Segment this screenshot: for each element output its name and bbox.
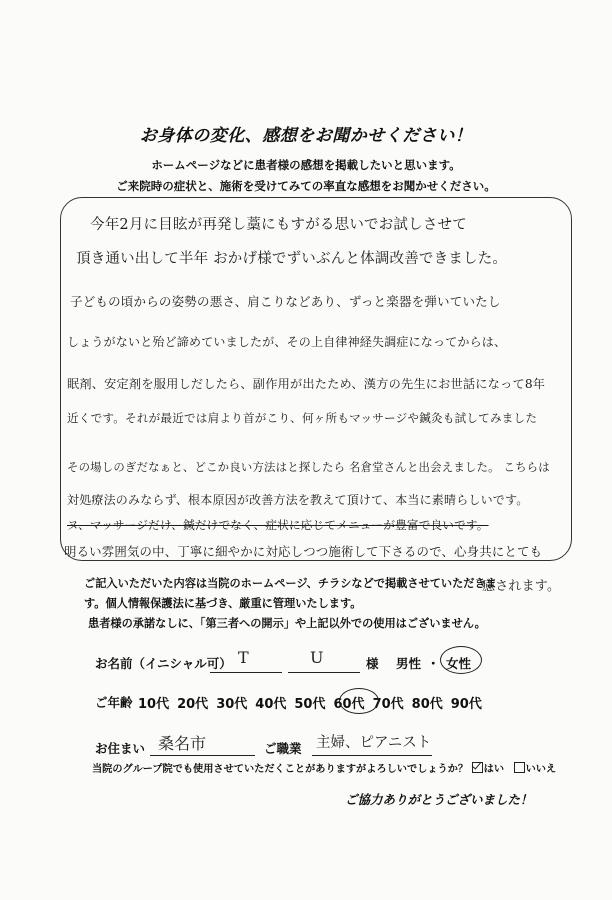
initial-2[interactable]: U [310, 648, 324, 667]
testimonial-line-5: 眠剤、安定剤を服用しだしたら、副作用が出たため、漢方の先生にお世話になって8年 [67, 377, 546, 391]
occupation-underline [312, 755, 432, 756]
notice-line-1: ご記入いただいた内容は当院のホームページ、チラシなどで掲載させていただきま [84, 577, 497, 590]
testimonial-line-2: 頂き通い出して半年 おかげ様でずいぶんと体調改善できました。 [76, 251, 508, 267]
address-value[interactable]: 桑名市 [158, 734, 207, 753]
age-option-20[interactable]: 20代 [177, 697, 209, 712]
age-label: ご年齢 [95, 695, 133, 710]
gender-male[interactable]: 男性 [396, 656, 422, 671]
consent-no: いいえ [525, 764, 557, 775]
initial-1[interactable]: T [238, 648, 249, 667]
yes-checkbox[interactable] [472, 762, 483, 773]
age-option-90[interactable]: 90代 [450, 697, 482, 712]
initial1-underline [210, 672, 282, 673]
struck-text: ヌ、マッサージだけ、鍼だけでなく、症状に応じてメニューが豊富で良いです。 [67, 518, 489, 532]
age-options [138, 693, 490, 712]
intro-line-2: ご来院時の症状と、施術を受けてみての率直な感想をお聞かせください。 [116, 179, 496, 193]
female-selection-circle [440, 646, 482, 674]
age-option-70[interactable]: 70代 [372, 697, 404, 712]
age-option-60[interactable]: 60代 [333, 697, 365, 712]
address-label: お住まい [95, 741, 146, 756]
consent-yes: はい [483, 764, 505, 775]
gender-female[interactable]: 女性 [446, 656, 472, 671]
age-option-30[interactable]: 30代 [216, 697, 248, 712]
form-title: お身体の変化、感想をお聞かせください！ [139, 126, 473, 146]
age-option-10[interactable]: 10代 [138, 697, 170, 712]
closing-thanks: ご協力ありがとうございました！ [345, 792, 533, 807]
testimonial-struck-line [67, 517, 489, 533]
age-option-50[interactable]: 50代 [294, 697, 326, 712]
no-checkbox[interactable] [514, 762, 525, 773]
testimonial-line-6: 近くです。それが最近では肩より首がこり、何ヶ所もマッサージや鍼灸も試してみました [67, 411, 538, 425]
name-label: お名前（イニシャル可） [95, 656, 232, 671]
testimonial-line-7: その場しのぎだなぁと、どこか良い方法はと探したら 名倉堂さんと出会えました。 こちらは [67, 460, 550, 474]
testimonial-line-8: 対処療法のみならず、根本原因が改善方法を教えて頂けて、本当に素晴らしいです。 [67, 493, 529, 507]
testimonial-line-1: 今年2月に目眩が再発し藁にもすがる思いでお試しさせて [90, 217, 467, 233]
consent-question: 当院のグループ院でも使用させていただくことがありますがよろしいでしょうか？ [92, 764, 469, 775]
intro-line-1: ホームページなどに患者様の感想を掲載したいと思います。 [151, 158, 461, 172]
testimonial-line-4: しょうがないと殆ど諦めていましたが、その上自律神経失調症になってからは、 [67, 335, 507, 349]
honorific: 様 [366, 656, 379, 671]
notice-line-2: す。個人情報保護法に基づき、厳重に管理いたします。 [84, 597, 362, 610]
notice-line-3: 患者様の承諾なしに、「第三者への開示」や上記以外での使用はございません。 [88, 617, 486, 630]
age-selection-circle [339, 688, 379, 714]
consent-row [92, 760, 556, 775]
age-option-80[interactable]: 80代 [411, 697, 443, 712]
address-underline [150, 755, 255, 756]
gender-separator: ・ [427, 656, 440, 671]
testimonial-line-10: 癒されます。 [482, 579, 561, 594]
testimonial-line-9: 明るい雰囲気の中、丁寧に細やかに対応しつつ施術して下さるので、心身共にとても [64, 544, 543, 559]
testimonial-line-3: 子どもの頃からの姿勢の悪さ、肩こりなどあり、ずっと楽器を弾いていたし [70, 294, 501, 309]
occupation-value[interactable]: 主婦、ピアニスト [316, 735, 432, 751]
occupation-label: ご職業 [264, 741, 302, 756]
initial2-underline [288, 672, 360, 673]
age-option-40[interactable]: 40代 [255, 697, 287, 712]
